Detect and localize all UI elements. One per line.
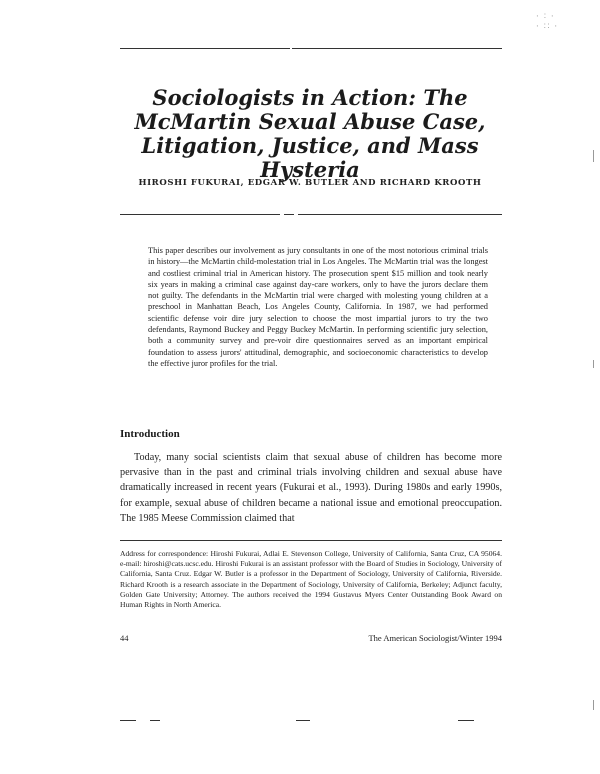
bottom-mark-mid [150, 720, 160, 721]
corner-stamp: · ∶ · · ∷ · [536, 12, 559, 32]
top-rule-right [292, 48, 502, 49]
footnote-rule [120, 540, 502, 541]
journal-footer: The American Sociologist/Winter 1994 [368, 633, 502, 643]
section-heading: Introduction [120, 428, 180, 440]
page-number: 44 [120, 633, 129, 643]
top-rule-left [120, 48, 290, 49]
author-rule-mid [284, 214, 294, 215]
edge-mark-1 [593, 150, 594, 162]
author-rule-right [298, 214, 502, 215]
bottom-mark-right [458, 720, 474, 721]
abstract: This paper describes our involvement as jury consultants in one of the most notorious criminal trials in history—the McMartin child-molestation trial in Los Angeles. The McMartin trial was the longest and costliest criminal trial in American history. The prosecution spent $15 million and took nearly six years in making a criminal case against day-care workers, only to have the jurors declare them not guilty. The defendants in the McMartin trial were charged with molesting young children at a preschool in Manhattan Beach, Los Angeles County, California. In 1987, we had performed scientific defense voir dire jury selection to choose the most impartial jurors to try the two defendants, Raymond Buckey and Peggy Buckey McMartin. In performing scientific jury selection, both a community survey and pre-voir dire questionnaires served as an important empirical foundation to assess jurors' attitudinal, demographic, and socioeconomic characteristics to develop the effective juror profiles for the trial. [148, 246, 488, 368]
author-rule-left [120, 214, 280, 215]
intro-paragraph: Today, many social scientists claim that sexual abuse of children has become more pervasive than in the past and criminal trials involving children and sexual abuse have dramatically increased in recent years (Fukurai et al., 1993). During 1980s and early 1990s, for example, sexual abuse of children became a national issue and emotional preoccupation. The 1985 Meese Commission claimed that [120, 452, 502, 524]
bottom-mark-left [120, 720, 136, 721]
author-line: HIROSHI FUKURAI, EDGAR W. BUTLER AND RICHARD KROOTH [138, 178, 482, 188]
edge-mark-3 [593, 700, 594, 710]
paper-title: Sociologists in Action: The McMartin Sexual Abuse Case, Litigation, Justice, and Mass Hysteria [134, 85, 486, 182]
edge-mark-2 [593, 360, 594, 368]
bottom-mark-center [296, 720, 310, 721]
footnote: Address for correspondence: Hiroshi Fukurai, Adlai E. Stevenson College, University of California, Santa Cruz, CA 95064. e-mail: hiroshi@cats.ucsc.edu. Hiroshi Fukurai is an assistant professor with the Board of Studies in Sociology, University of California, Santa Cruz. Edgar W. Butler is a professor in the Department of Sociology, University of California, Riverside. Richard Krooth is a research associate in the Department of Sociology, University of California, Berkeley; Adjunct faculty, Golden Gate University; Attorney. The authors received the 1994 Gustavus Myers Center Outstanding Book Award on Human Rights in North America. [120, 549, 502, 610]
